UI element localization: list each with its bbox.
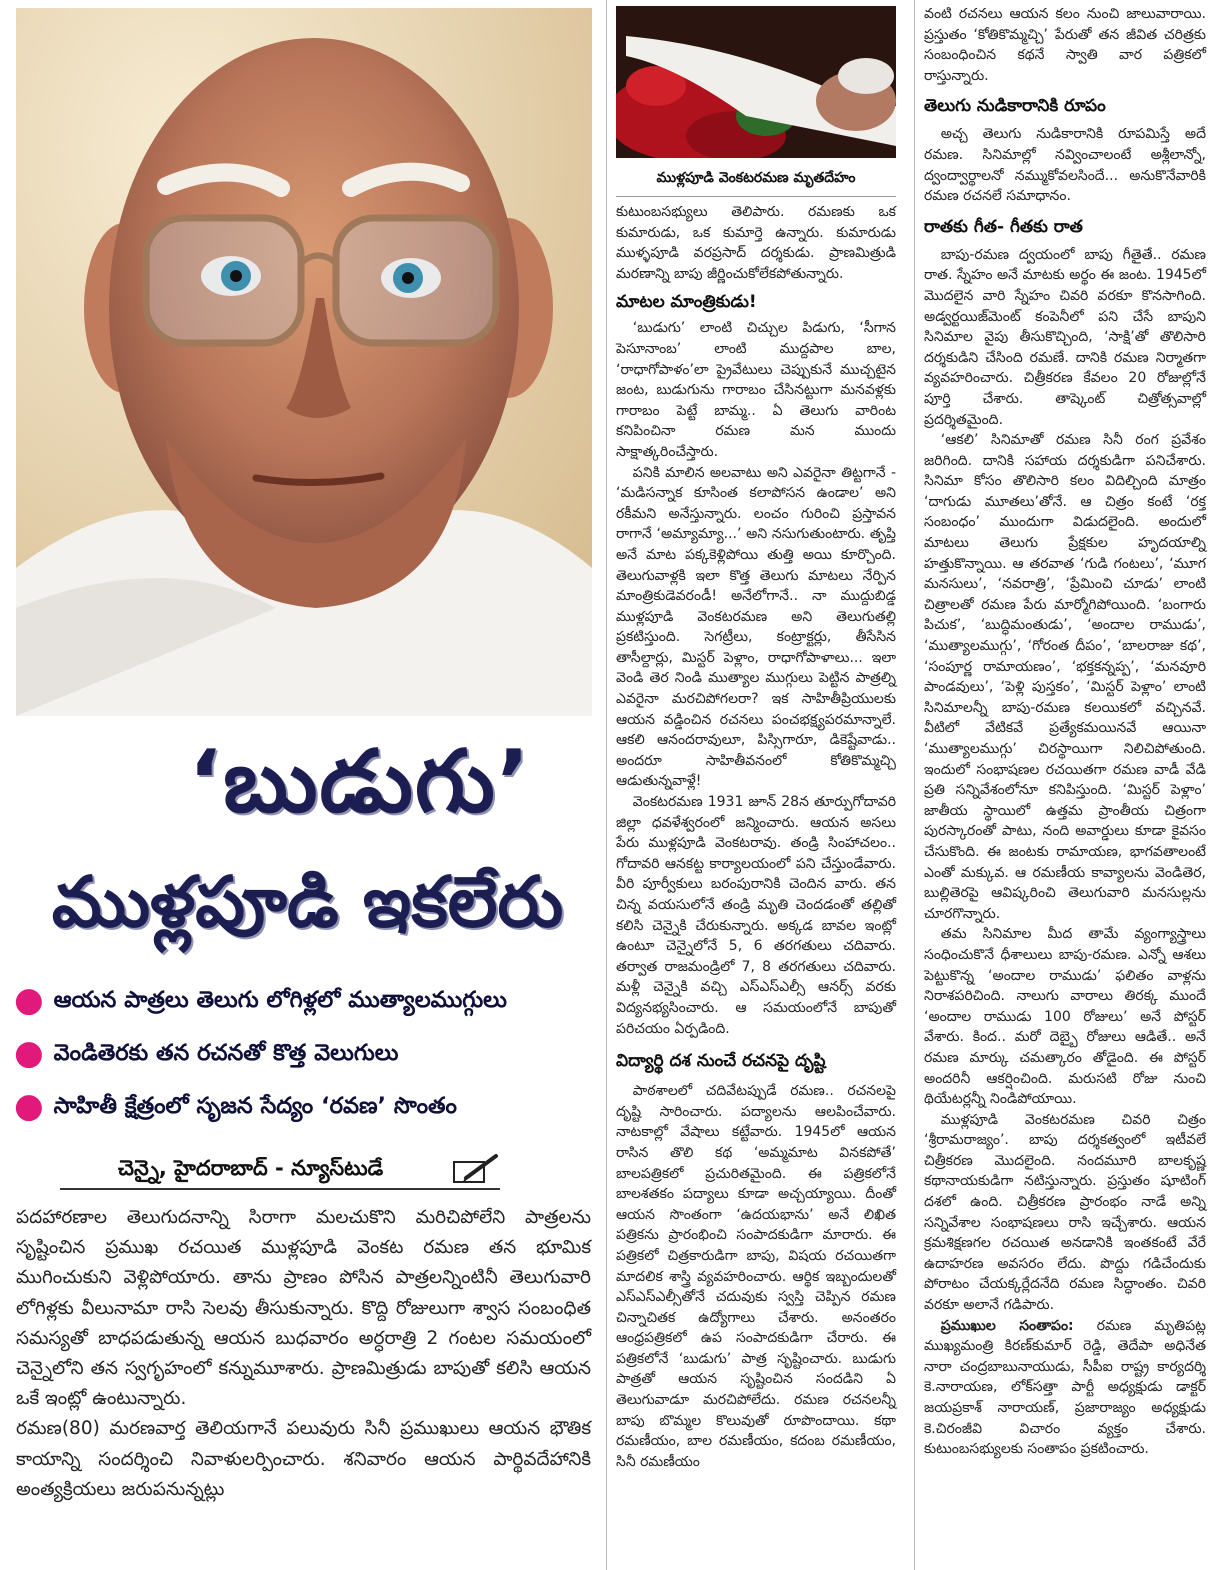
subheading: విద్యార్థి దశ నుంచే రచనపై దృష్టి [616, 1051, 826, 1072]
column-rule [914, 0, 915, 1570]
caption-rule [616, 196, 896, 197]
subheading: రాతకు గీత- గీతకు రాత [924, 216, 1083, 237]
closing-text: రమణ మృతిపట్ల ముఖ్యమంత్రి కిరణ్‌కుమార్ రెడ్డి, తెదేపా అధినేత నారా చంద్రబాబునాయుడు, సీపీఐ రాష్ట్ర కార్యదర్శి కె.నారాయణ, లోక్‌సత్తా పార్టీ అధ్యక్షుడు డాక్టర్ జయప్రకాశ్ నారాయణ్, ప్రజారాజ్యం అధ్యక్షుడు కె.చిరంజీవి విచారం వ్యక్తం చేశారు. కుటుంబసభ్యులకు సంతాపం ప్రకటించారు. [924, 1317, 1206, 1458]
body-paragraph: పదహారణాల తెలుగుదనాన్ని సిరాగా మలచుకొని మరిచిపోలేని పాత్రలను సృష్టించిన ప్రముఖ రచయిత ముళ్లపూడి వెంకట రమణ తన భూమిక ముగించుకుని వెళ్లిపోయారు. తాను ప్రాణం పోసిన పాత్రలన్నింటినీ తెలుగువారి లోగిళ్లకు వీలునామా రాసి సెలవు తీసుకున్నారు. కొద్ది రోజులుగా శ్వాస సంబంధిత సమస్యతో బాధపడుతున్న ఆయన బుధవారం అర్ధరాత్రి 2 గంటల సమయంలో చెన్నైలోని తన స్వగృహంలో కన్నుమూశారు. ప్రాణమిత్రుడు బాపుతో కలిసి ఆయన ఒకే ఇంట్లో ఉంటున్నారు. [16, 1207, 591, 1410]
highlight-bullet [14, 980, 604, 1020]
closing-label: ప్రముఖుల సంతాపం: [940, 1317, 1074, 1334]
body-paragraph: ‘బుడుగు’ లాంటి చిచ్చుల పిడుగు, ‘సీగాన పెసూనాంబ’ లాంటి ముద్దపాల బాల, ‘రాధాగోపాళం’లా ప్రైవేటులు చెప్పుకునే ముచ్చటైన జంట, బుడుగును గారాబం చేసినట్టుగా మనవళ్లకు గారాబం పెట్టే బామ్మ.. ఏ తెలుగు వారింట కనిపించినా రమణ మన ముందు సాక్షాత్కరించేస్తారు. [616, 320, 896, 460]
body-paragraph: పనికి మాలిన అలవాటు అని ఎవరైనా తిట్టగానే - ‘మడిసన్నాక కూసింత కలాపోసన ఉండాల’ అని రకీమని అనేస్తున్నారు. లంచం గురించి ప్రస్తావన రాగానే ‘అమ్యామ్యా...’ అని నసుగుతుంటారు. తృప్తి అనే మాట పక్కకెళ్లిపోయి తుత్తి అయి కూర్చొంది. తెలుగువాళ్లకి ఇలా కొత్త తెలుగు మాటలు నేర్పిన మాంత్రికుడెవరండీ! అనేలోగానే.. నా ముద్దుబిడ్డ ముళ్లపూడి వెంకటరమణ అని తెలుగుతల్లి ప్రకటిస్తుంది. సెగట్రీలు, కంట్రాక్టర్లు, తీసేసిన తాసీల్దార్లు, మిస్టర్ పెళ్లాం, రాధాగోపాళాలు... ఇలా వెండి తెర నిండి ముత్యాల ముగ్గులు పెట్టిన పాత్రల్ని ఎవరైనా మరచిపోగలరా? ఇక సాహితీప్రియులకు ఆయన వడ్డించిన రచనలు పంచభక్ష్యపరమాన్నాలే. ఆకలి ఆనందరావులూ, పిస్సిగారూ, డికెష్టేవాడు.. అందరూ సాహితీవనంలో కోతికొమ్మచ్చి ఆడుతున్నవాళ్లే! [616, 464, 896, 790]
left-body-text [16, 1203, 591, 1563]
middle-column-text [616, 202, 896, 1472]
photo-caption: ముళ్లపూడి వెంకటరమణ మృతదేహం [656, 170, 856, 186]
bullet-dot-icon: ● [14, 1086, 44, 1126]
body-paragraph: బాపు-రమణ ద్వయంలో బాపు గీతైతే.. రమణ రాత. స్నేహం అనే మాటకు అర్థం ఈ జంట. 1945లో మొదలైన వారి స్నేహం చివరి వరకూ కొనసాగింది. అడ్వర్టయిజ్‌మెంట్ కంపెనీలో పని చేసే బాపుని సినిమాల వైపు తీసుకొచ్చింది, ‘సాక్షి’తో తొలిసారి దర్శకుడిని చేసింది రమణే. దానికి రమణ నిర్మాతగా వ్యవహరించారు. చిత్రీకరణ కేవలం 20 రోజుల్లోనే పూర్తి చేశారు. తాష్కెంట్ చిత్రోత్సవాల్లో ప్రదర్శితమైంది. [924, 246, 1206, 428]
pen-icon [452, 1152, 500, 1186]
body-paragraph: వెంకటరమణ 1931 జూన్ 28న తూర్పుగోదావరి జిల్లా ధవళేశ్వరంలో జన్మించారు. ఆయన అసలు పేరు ముళ్లపూడి వెంకటరావు. తండ్రి సింహాచలం.. గోదావరి ఆనకట్ట కార్యాలయంలో పని చేస్తుండేవారు. వీరి పూర్వీకులు బరంపురానికి చెందిన వారు. తన చిన్న వయసులోనే తండ్రి మృతి చెందడంతో తల్లితో కలిసి చెన్నైకి చేరుకున్నారు. అక్కడ బావల ఇంట్లో ఉంటూ చెన్నైలోనే 5, 6 తరగతులు చదివారు. తర్వాత రాజమండ్రిలో 7, 8 తరగతులు చదివారు. మళ్లీ చెన్నైకి వచ్చి ఎస్ఎస్ఎల్సీ ఆనర్స్ వరకు విద్యనభ్యసించారు. ఆ సమయంలోనే బాపుతో పరిచయం ఏర్పడింది. [616, 794, 896, 1037]
highlight-bullet [14, 1086, 604, 1126]
body-paragraph: కుటుంబసభ్యులు తెలిపారు. రమణకు ఒక కుమారుడు, ఒక కుమార్తె ఉన్నారు. కుమారుడు ముళ్ళపూడి వరప్రసాద్ దర్శకుడు. ప్రాణమిత్రుడి మరణాన్ని బాపు జీర్ణించుకోలేకపోతున్నారు. [616, 204, 896, 282]
bullet-text: ఆయన పాత్రలు తెలుగు లోగిళ్లలో ముత్యాలముగ్గులు [53, 987, 507, 1013]
body-paragraph: ముళ్లపూడి వెంకటరమణ చివరి చిత్రం ‘శ్రీరామరాజ్యం’. బాపు దర్శకత్వంలో ఇటీవలే చిత్రీకరణ మొదలైంది. నందమూరి బాలకృష్ణ కథానాయకుడిగా నటిస్తున్నారు. ప్రస్తుతం షూటింగ్ దశలో ఉంది. చిత్రీకరణ ప్రారంభం నాడే అన్ని సన్నివేశాల సంభాషణలు రాసి ఇచ్చేశారు. ఆయన క్రమశిక్షణగల రచయిత అనడానికి ఇంతకంటే వేరే ఉదాహరణ అవసరం లేదు. పొద్దు గడిచేందుకు పోరాటం చేయక్కర్లేదనేది రమణ సిద్ధాంతం. చివరి వరకూ అలానే గడిపారు. [924, 1111, 1206, 1314]
mortal-remains-photo [616, 6, 896, 158]
dateline: చెన్నై, హైదరాబాద్ - న్యూస్‌టుడే [118, 1156, 384, 1180]
bullet-dot-icon: ● [14, 980, 44, 1020]
body-paragraph: తమ సినిమాల మీద తామే వ్యంగ్యాస్త్రాలు సంధించుకొనే ధీశాలులు బాపు-రమణ. ఎన్నో ఆశలు పెట్టుకొన్న ‘అందాల రాముడు’ ఫలితం వాళ్లను నిరాశపరిచింది. నాలుగు వారాలు తిరక్క ముందే ‘అందాల రాముడు 100 రోజులు’ అనే పోస్టర్ వేశారు. కింద.. మరో దెబ్బై రోజులు ఆడితే.. అనే రమణ మార్కు చమత్కారం తోడైంది. ఈ పోస్టర్ అందరినీ ఆకర్షించింది. మరుసటి రోజు నుంచి థియేటర్లన్నీ నిండిపోయాయి. [924, 926, 1206, 1108]
dateline-rule [60, 1188, 500, 1190]
closing-paragraph [924, 1316, 1206, 1460]
portrait-photo [16, 8, 592, 716]
headline-budugu: ‘బుడుగు’ [188, 732, 532, 832]
body-paragraph: రమణ(80) మరణవార్త తెలియగానే పలువురు సినీ ప్రముఖులు ఆయన భౌతిక కాయాన్ని సందర్శించి నివాళులర్పించారు. శనివారం ఆయన పార్థివదేహానికి అంత్యక్రియలు జరుపనున్నట్లు [16, 1418, 591, 1500]
right-column-text [924, 4, 1206, 1460]
body-paragraph: అచ్చ తెలుగు నుడికారానికి రూపమిస్తే అదే రమణ. సినిమాల్లో నవ్వించాలంటే అశ్లీలాన్నో, ద్వంద్వార్థాలనో నమ్ముకోవలసిందే... అనుకొనేవారికి రమణ రచనలే సమాధానం. [924, 126, 1206, 205]
body-paragraph: వంటి రచనలు ఆయన కలం నుంచి జాలువారాయి. ప్రస్తుతం ‘కోతికొమ్మచ్చి’ పేరుతో తన జీవిత చరిత్రకు సంబంధించిన కథనే స్వాతి వార పత్రికలో రాస్తున్నారు. [924, 6, 1206, 84]
bullet-dot-icon: ● [14, 1033, 44, 1073]
portrait-illustration [16, 8, 592, 716]
subheading: తెలుగు నుడికారానికి రూపం [924, 96, 1106, 117]
body-paragraph: ‘ఆకలి’ సినిమాతో రమణ సినీ రంగ ప్రవేశం జరిగింది. దానికి సహాయ దర్శకుడిగా పనిచేశారు. సినిమా కోసం తొలిసారి కలం విదిల్చింది మాత్రం ‘దాగుడు మూతలు’తోనే. ఆ చిత్రం కంటే ‘రక్త సంబంధం’ ముందుగా విడుదలైంది. అందులో మాటలు తెలుగు ప్రేక్షకుల హృదయాల్ని హత్తుకొన్నాయి. ఆ తరవాత ‘గుడి గంటలు’, ‘మూగ మనసులు’, ‘నవరాత్రి’, ‘ప్రేమించి చూడు’ లాంటి చిత్రాలతో రమణ పేరు మార్మోగిపోయింది. ‘బంగారు పిచుక’, ‘బుద్ధిమంతుడు’, ‘అందాల రాముడు’, ‘ముత్యాలముగ్గు’, ‘గోరంత దీపం’, ‘బాలరాజు కథ’, ‘సంపూర్ణ రామాయణం’, ‘భక్తకన్నప్ప’, ‘మనవూరి పాండవులు’, ‘పెళ్లి పుస్తకం’, ‘మిస్టర్ పెళ్లాం’ లాంటి సినిమాలన్నీ బాపు-రమణ కలయికలో వచ్చినవే. వీటిలో వేటికవే ప్రత్యేకమయినవే ఆయినా ‘ముత్యాలముగ్గు’ చిరస్థాయిగా నిలిచిపోతుంది. ఇందులో సంభాషణల రచయితగా రమణ వాడీ వేడి ప్రతి సన్నివేశంలోనూ కనిపిస్తుంది. ‘మిస్టర్ పెళ్లాం’ జాతీయ స్థాయిలో ఉత్తమ ప్రాంతీయ చిత్రంగా పురస్కారంతో పాటు, నంది అవార్డులు కూడా కైవసం చేసుకొంది. ఈ జంటకు రామాయణ, భాగవతాలంటే ఎంతో మక్కువ. ఆ రమణీయ కావ్యాలను వెండితెర, బుల్లితెరపై ఆవిష్కరించి తెలుగువారి మనసుల్లను చూరగొన్నారు. [924, 432, 1206, 922]
bullet-text: సాహితీ క్షేత్రంలో సృజన సేద్యం ‘రవణ’ సొంతం [53, 1093, 457, 1119]
body-paragraph: పాఠశాలలో చదివేటప్పుడే రమణ.. రచనలపై దృష్టి సారించారు. పద్యాలను ఆలపించేవారు. నాటకాల్లో వేషాలు కట్టేవారు. 1945లో ఆయన రాసిన తొలి కథ ‘అమ్మమాట వినకపోతే’ బాలపత్రికలో ప్రచురితమైంది. ఈ పత్రికలోనే బాలశతకం పద్యాలు కూడా అచ్చయ్యాయి. దీంతో ఆయన సొంతంగా ‘ఉదయభాను’ అనే లిఖిత పత్రికను ప్రారంభించి సంపాదకుడిగా మారారు. ఈ పత్రికలో చిత్రకారుడిగా బాపు, విషయ రచయితగా మాదలిక శాస్త్రి వ్యవహరించారు. ఆర్థిక ఇబ్బందులతో ఎస్ఎస్ఎల్సీతోనే చదువుకు స్వస్తి చెప్పిన రమణ చిన్నాచితక ఉద్యోగాలు చేశారు. అనంతరం ఆంధ్రపత్రికలో ఉప సంపాదకుడిగా చేరారు. ఈ పత్రికలోనే ‘బుడుగు’ పాత్ర సృష్టించారు. బుడుగు పాత్రతో ఆయన సృష్టించిన సందడిని ఏ తెలుగువాడూ మరచిపోలేదు. రమణ రచనలన్నీ బాపు బొమ్మల కొలువుతో రూపొందాయి. కథా రమణీయం, బాల రమణీయం, కదంబ రమణీయం, సినీ రమణీయం [616, 1083, 896, 1470]
column-rule [606, 0, 607, 1570]
headline-mullapudi: ముళ్లపూడి ఇకలేరు [51, 861, 564, 943]
bullet-text: వెండితెరకు తన రచనతో కొత్త వెలుగులు [53, 1040, 399, 1066]
subheading: మాటల మాంత్రికుడు! [616, 292, 757, 313]
highlight-bullet [14, 1033, 604, 1073]
